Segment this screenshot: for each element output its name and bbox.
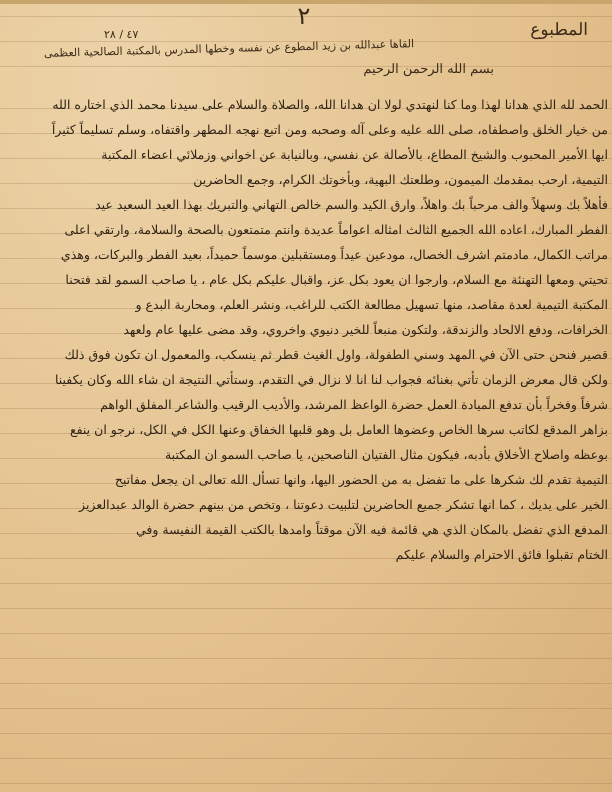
text-line: تحيتي ومعها التهنئة مع السلام، وارجوا ان يعود بكل عز، واقبال عليكم بكل عام ، يا صاحب السمو لقد فتحنا [65, 272, 608, 287]
text-line: بزاهر المدقع لكاتب سرها الخاص وعضوها العامل بل وهو قلبها الخفاق وعنها الكل في الكل، نرجو ان ينفع [69, 422, 608, 437]
heading-word: المطبوع [530, 20, 588, 40]
text-line: ايها الأمير المحبوب والشيخ المطاع، بالأصالة عن نفسي، وبالنيابة عن اخواني وزملائي اعضاء المكتبة [101, 147, 608, 162]
text-line: المكتبة التيمية لعدة مقاصد، منها تسهيل مطالعة الكتب للراغب، ونشر العلم، ومحاربة البدع و [135, 297, 608, 312]
text-line: الخير على يديك ، كما انها تشكر جميع الحاضرين لتلبيت دعوتنا ، وتخص من بينهم حضرة الوالد عبدالعزيز [79, 497, 608, 512]
text-line: الحمد لله الذي هدانا لهذا وما كنا لنهتدي لولا ان هدانا الله، والصلاة والسلام على سيدنا محمد الذي اختاره الله [52, 97, 608, 112]
text-line: التيمية، ارحب بمقدمك الميمون، وطلعتك البهية، وبأخوتك الكرام، وجمع الحاضرين [193, 172, 608, 187]
attribution-line: القاها عبدالله بن زيد المطوع عن نفسه وخطها المدرس بالمكتبة الصالحية العظمى [43, 37, 415, 60]
text-line: الفطر المبارك، اعاده الله الجميع الثالث امثاله اعواماً عديدة وانتم متمتعون بالصحة والسلامة، وارتقي اعلى [64, 222, 608, 237]
basmala: بسم الله الرحمن الرحيم [363, 62, 494, 77]
text-line: بوعظه واصلاح الأخلاق بأدبه، فيكون مثال الفتيان الناصحين، يا صاحب السمو ان المكتبة [164, 447, 608, 462]
text-line: ولكن قال معرض الزمان تأتي بغنائه فجواب لنا انا لا نزال في التقدم، وستأتي النتيجة ان شاء الله وكان يكفينا [54, 372, 608, 387]
text-line: الختام تقبلوا فائق الاحترام والسلام عليكم [395, 547, 608, 562]
text-line: مراتب الكمال، مادمتم اشرف الخصال، مودعين عيداً ومستقبلين موسماً حميداً، بعيد الفطر والبركات، وهذي [60, 247, 608, 262]
text-line: فأهلاً بك وسهلاً والف مرحباً بك واهلاً، وارق الكيد والسم خالص التهاني والتبريك بهذا العيد السعيد عيد [95, 197, 608, 212]
text-line: قصير فنحن حتى الآن في المهد وسني الطفولة، واول الغيث قطر ثم ينسكب، والمعمول ان تكون فوق ذلك [64, 347, 608, 362]
date-mark: ٤٧ / ٢٨ [104, 28, 139, 41]
text-line: الخرافات، ودفع الالحاد والزندقة، ولتكون منبعاً للخير دنيوي واخروي، وقد مضى عليها عام ولعهد [123, 322, 608, 337]
page-number: ٢ [297, 2, 311, 30]
text-line: التيمية تقدم لك شكرها على ما تفضل به من الحضور اليها، وانها تسأل الله تعالى ان يجعل مفاتيح [114, 472, 608, 487]
text-line: شرفاً وفخراً بأن تدفع الميادة العمل حضرة الواعظ المرشد، والأديب الرقيب والشاعر المفلق الواهم [100, 397, 608, 412]
letter-body [8, 92, 608, 567]
text-line: المدفع الذي تفضل بالمكان الذي هي قائمة فيه الآن موقتاً وامدها بالكتب القيمة النفيسة وفي [136, 522, 608, 537]
text-line: من خيار الخلق واصطفاه، صلى الله عليه وعلى آله وصحبه ومن اتبع نهجه المطهر واقتفاه، وسلم تسليماً كثيراً [51, 122, 608, 137]
